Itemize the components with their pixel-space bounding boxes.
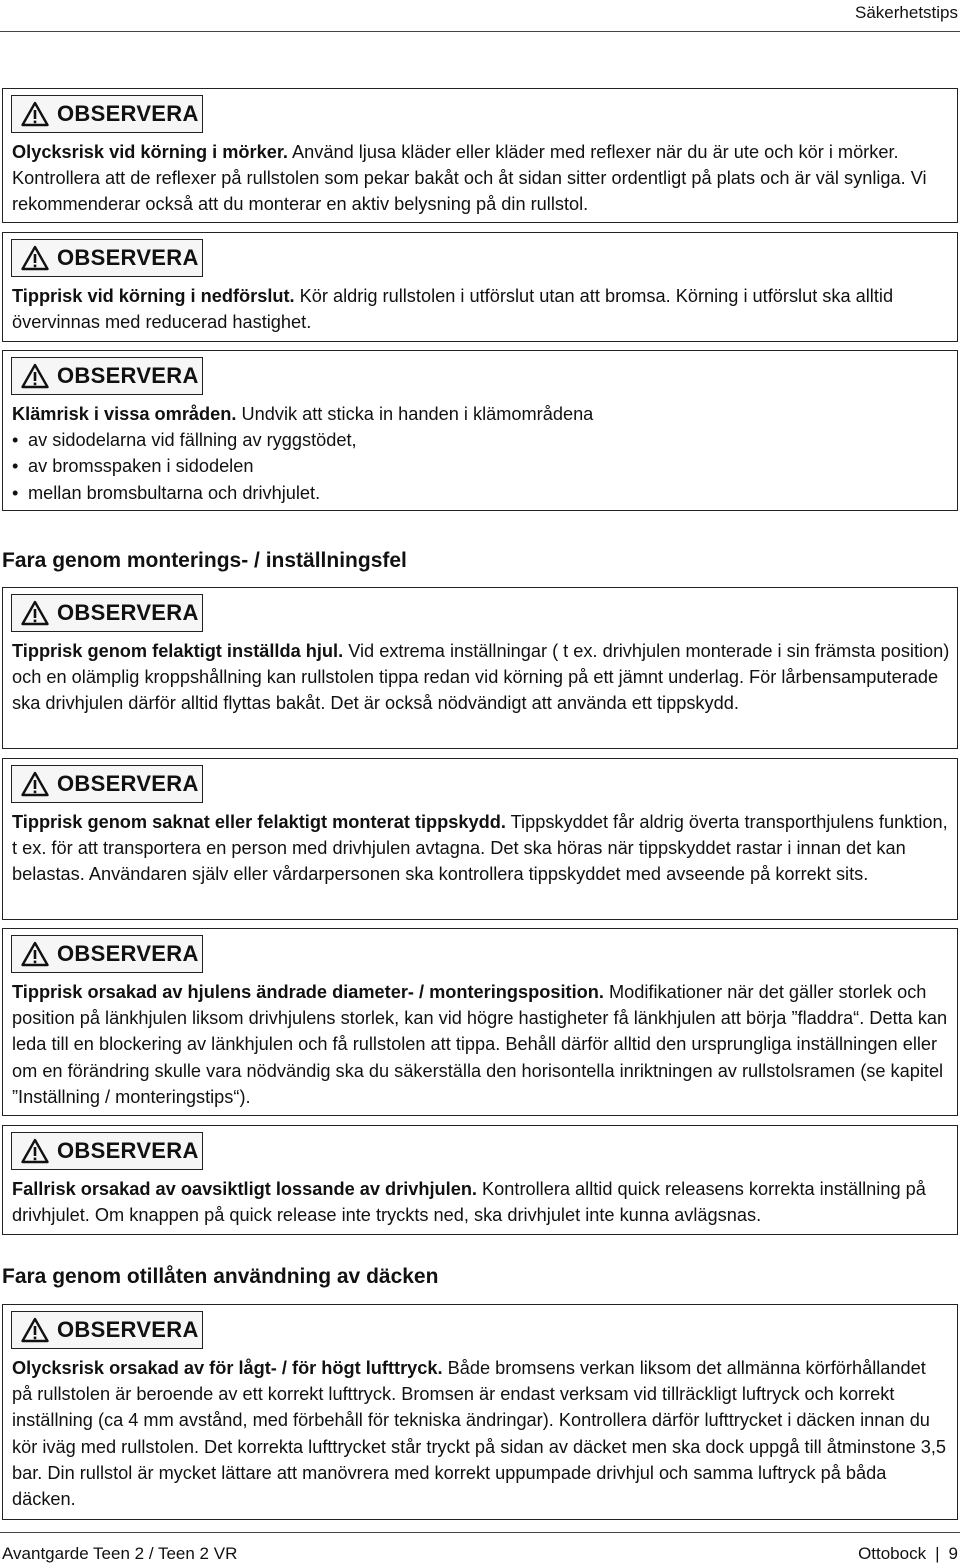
- warning-triangle-icon: [21, 941, 49, 967]
- observera-badge: [11, 1311, 203, 1349]
- section-heading: Fara genom monterings- / inställningsfel: [2, 549, 407, 572]
- warning-notice: [2, 88, 958, 223]
- observera-label: OBSERVERA: [57, 101, 199, 126]
- notice-body: Kontrollera alltid quick releasens korrekta inställning på drivhjulet. Om knappen på quick release inte tryckts ned, ska drivhjulet inte kunna avlägsnas.: [12, 1179, 926, 1226]
- notice-heading: Tipprisk genom felaktigt inställda hjul.: [12, 641, 344, 661]
- notice-heading: Tipprisk vid körning i nedförslut.: [12, 286, 295, 306]
- notice-text: [12, 401, 951, 506]
- list-item: • av sidodelarna vid fällning av ryggstödet,: [12, 427, 951, 453]
- warning-notice: [2, 587, 958, 749]
- bullet-list: [12, 427, 951, 506]
- observera-badge: [11, 765, 203, 803]
- notice-text: [12, 1176, 951, 1228]
- footer-brand: Ottobock: [858, 1544, 927, 1563]
- notice-text: [12, 283, 951, 335]
- warning-triangle-icon: [21, 245, 49, 271]
- warning-notice: [2, 232, 958, 342]
- warning-triangle-icon: [21, 1317, 49, 1343]
- warning-triangle-icon: [21, 1138, 49, 1164]
- notice-body: Modifikationer när det gäller storlek och position på länkhjulen liksom drivhjulens storlek, kan vid högre hastigheter få länkhjulen att börja ”fladdra“. Detta kan leda till en blockering av länkhjulen och få rullstolen att tippa. Behåll därför alltid den ursprungliga inställningen eller om en förändring skulle vara nödvändig ska du säkerställa den horisontella inriktningen av rullstolsramen (se kapitel ”Inställning / monteringstips“).: [12, 982, 948, 1107]
- observera-badge: [11, 935, 203, 973]
- section-heading: Fara genom otillåten användning av däcken: [2, 1265, 439, 1288]
- notice-text: [12, 979, 951, 1110]
- warning-notice: [2, 350, 958, 511]
- notice-text: [12, 809, 951, 888]
- notice-heading: Fallrisk orsakad av oavsiktligt lossande av drivhjulen.: [12, 1179, 477, 1199]
- observera-badge: [11, 357, 203, 395]
- footer-divider: [0, 1532, 960, 1533]
- notice-heading: Klämrisk i vissa områden.: [12, 404, 237, 424]
- notice-body: Både bromsens verkan liksom det allmänna körförhållandet på rullstolen är beroende av ett korrekt lufttryck. Bromsen är endast verksam vid tillräckligt luftryck och korrekt inställning (ca 4 mm avstånd, med förbehåll för tekniska ändringar). Kontrollera därför lufttrycket i däcken innan du kör iväg med rullstolen. Det korrekta lufttrycket står tryckt på sidan av däcket men ska dock uppgå till åtminstone 3,5 bar. Din rullstol är mycket lättare att manövrera med korrekt uppumpade drivhjul och samma luftryck på båda däcken.: [12, 1358, 947, 1510]
- list-item: • av bromsspaken i sidodelen: [12, 453, 951, 479]
- notice-body: Undvik att sticka in handen i klämområdena: [236, 404, 594, 424]
- footer-product-name: Avantgarde Teen 2 / Teen 2 VR: [2, 1544, 238, 1563]
- observera-badge: [11, 239, 203, 277]
- warning-triangle-icon: [21, 600, 49, 626]
- observera-label: OBSERVERA: [57, 363, 199, 388]
- warning-notice: [2, 928, 958, 1116]
- page-number: 9: [948, 1544, 958, 1563]
- observera-badge: [11, 1132, 203, 1170]
- notice-text: [12, 1355, 951, 1512]
- notice-body: Använd ljusa kläder eller kläder med reflexer när du är ute och kör i mörker. Kontrollera att de reflexer på rullstolen som pekar bakåt och åt sidan sitter ordentligt på plats och är väl synliga. Vi rekommenderar också att du monterar en aktiv belysning på din rullstol.: [12, 142, 927, 215]
- notice-text: [12, 638, 951, 717]
- list-item: • mellan bromsbultarna och drivhjulet.: [12, 480, 951, 506]
- footer-page-info: [858, 1544, 958, 1564]
- notice-heading: Olycksrisk vid körning i mörker.: [12, 142, 288, 162]
- warning-triangle-icon: [21, 101, 49, 127]
- warning-triangle-icon: [21, 771, 49, 797]
- warning-notice: [2, 1125, 958, 1235]
- observera-label: OBSERVERA: [57, 600, 199, 625]
- observera-label: OBSERVERA: [57, 941, 199, 966]
- observera-badge: [11, 594, 203, 632]
- notice-heading: Tipprisk genom saknat eller felaktigt monterat tippskydd.: [12, 812, 506, 832]
- warning-notice: [2, 1304, 958, 1520]
- warning-notice: [2, 758, 958, 920]
- notice-heading: Tipprisk orsakad av hjulens ändrade diameter- / monteringsposition.: [12, 982, 604, 1002]
- notice-heading: Olycksrisk orsakad av för lågt- / för högt lufttryck.: [12, 1358, 443, 1378]
- observera-label: OBSERVERA: [57, 245, 199, 270]
- observera-label: OBSERVERA: [57, 1138, 199, 1163]
- notice-body: Vid extrema inställningar ( t ex. drivhjulen monterade i sin främsta position) och en olämplig kroppshållning kan rullstolen tippa redan vid körning på ett jämnt underlag. För lårbensamputerade ska drivhjulen därför alltid flyttas bakåt. Det är också nödvändigt att använda ett tippskydd.: [12, 641, 950, 714]
- observera-badge: [11, 95, 203, 133]
- page-header-title: Säkerhetstips: [855, 3, 958, 22]
- observera-label: OBSERVERA: [57, 771, 199, 796]
- notice-text: [12, 139, 951, 218]
- observera-label: OBSERVERA: [57, 1317, 199, 1342]
- notice-body: Kör aldrig rullstolen i utförslut utan att bromsa. Körning i utförslut ska alltid övervinnas med reducerad hastighet.: [12, 286, 894, 333]
- header-divider: [0, 31, 960, 32]
- notice-body: Tippskyddet får aldrig överta transporthjulens funktion, t ex. för att transportera en person med drivhjulen avtagna. Det ska höras när tippskyddet rastar i innan det kan belastas. Användaren själv eller vårdarpersonen ska kontrollera tippskyddet med avseende på korrekt sits.: [12, 812, 948, 885]
- warning-triangle-icon: [21, 363, 49, 389]
- footer-separator: |: [935, 1544, 940, 1563]
